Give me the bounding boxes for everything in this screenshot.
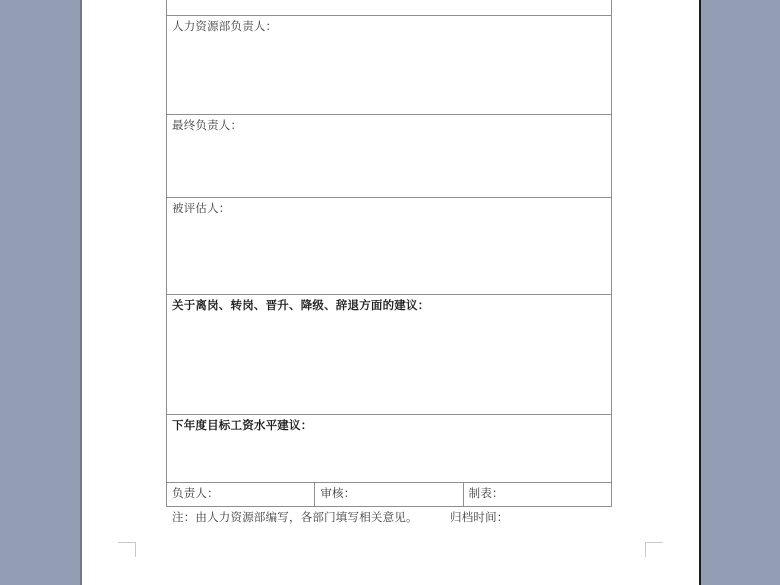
- cell-career-advice[interactable]: [167, 295, 612, 415]
- cell-label: 关于离岗、转岗、晋升、降级、辞退方面的建议：: [172, 298, 430, 312]
- archive-time-label: 归档时间：: [450, 510, 509, 524]
- cell-label: 制表：: [468, 486, 504, 500]
- table-row[interactable]: [167, 295, 612, 415]
- document-page: [82, 0, 701, 585]
- cell-label: 负责人：: [172, 486, 219, 500]
- cell-responsible[interactable]: [167, 483, 315, 507]
- table-row[interactable]: [167, 16, 612, 115]
- cell-label: 人力资源部负责人：: [172, 19, 278, 33]
- table-row[interactable]: [167, 198, 612, 295]
- table-row[interactable]: [167, 0, 612, 16]
- table-row[interactable]: [167, 115, 612, 198]
- cell-final-manager[interactable]: [167, 115, 612, 198]
- table-row-signature[interactable]: [167, 483, 612, 507]
- cell-salary-advice[interactable]: [167, 415, 612, 483]
- performance-review-form-table: [166, 0, 612, 507]
- cell-review[interactable]: [315, 483, 463, 507]
- cell-assessed-person[interactable]: [167, 198, 612, 295]
- cell-label: 下年度目标工资水平建议：: [172, 418, 313, 432]
- cell-label: 被评估人：: [172, 201, 231, 215]
- cell-label: 审核：: [320, 486, 356, 500]
- cell-prepared-by[interactable]: [463, 483, 611, 507]
- footer-note: 注：由人力资源部编写，各部门填写相关意见。: [172, 510, 418, 524]
- cell-label: 最终负责人：: [172, 118, 243, 132]
- margin-corner-mark-bottom-right: [645, 542, 663, 557]
- cell-hr-manager[interactable]: [167, 16, 612, 115]
- table-row[interactable]: [167, 415, 612, 483]
- cell-cut-off[interactable]: [167, 0, 612, 16]
- margin-corner-mark-bottom-left: [118, 542, 136, 557]
